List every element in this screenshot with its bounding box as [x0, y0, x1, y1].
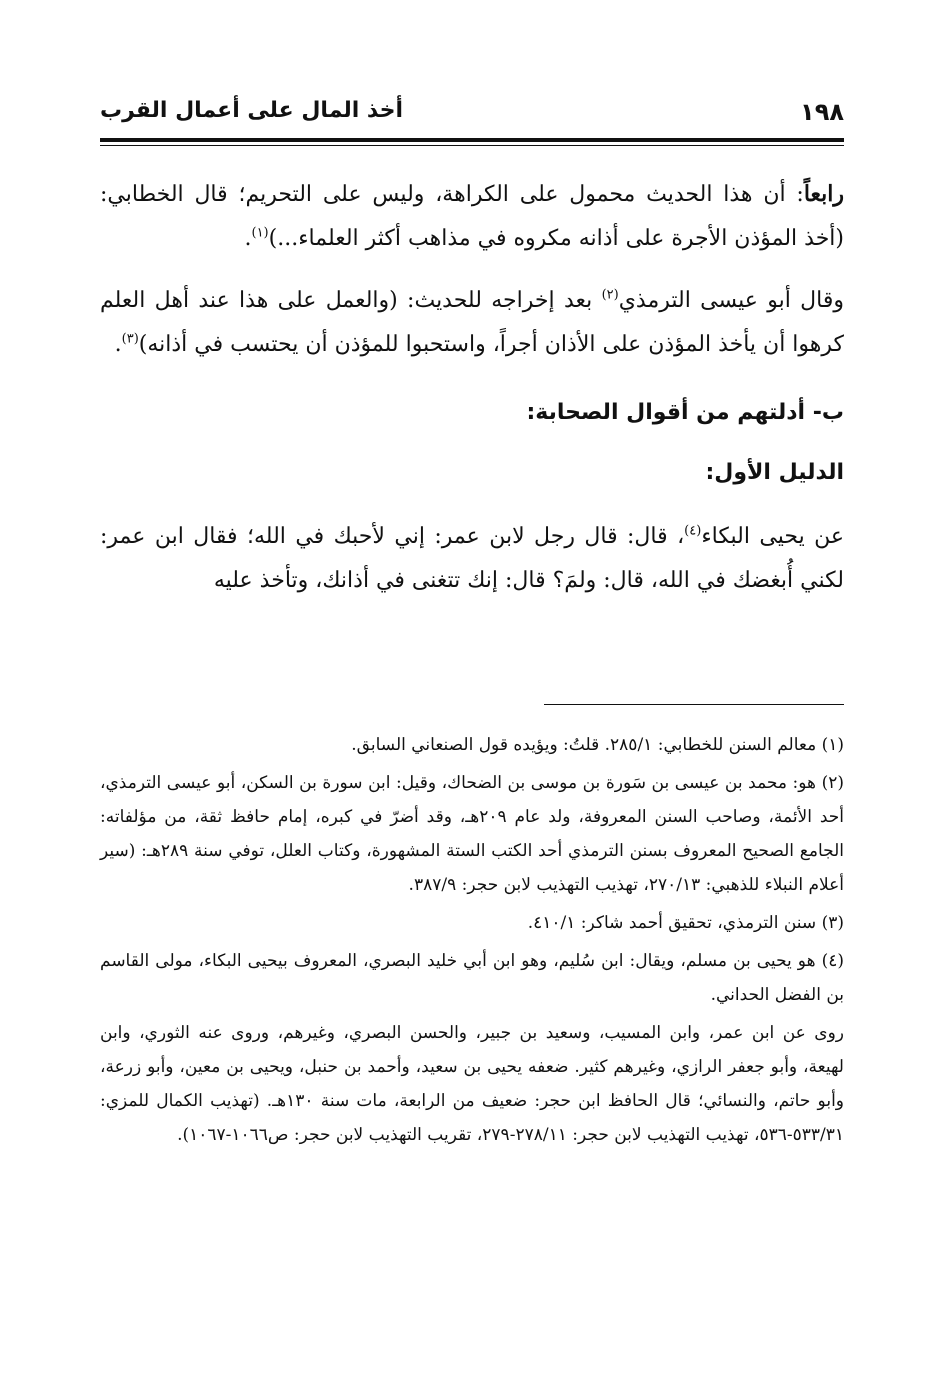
- page-header: [100, 96, 844, 132]
- paragraph-evidence: [100, 515, 844, 603]
- paragraph-end: .: [114, 332, 122, 357]
- page-number: ١٩٨: [800, 98, 844, 126]
- paragraph-text: : أن هذا الحديث محمول على الكراهة، وليس على التحريم؛ قال الخطابي: (أخذ المؤذن الأجرة على أذانه مكروه في مذاهب أكثر العلماء...): [100, 182, 844, 251]
- main-text: [100, 172, 844, 603]
- footnote-4: (٤) هو يحيى بن مسلم، ويقال: ابن سُليم، وهو ابن أبي خليد البصري، المعروف بيحيى البكاء، مولى القاسم بن الفضل الحداني.: [100, 951, 844, 1005]
- paragraph-text: بعد إخراجه للحديث: (والعمل على هذا عند أهل العلم كرهوا أن يأخذ المؤذن على الأذان أجراً، واستحبوا للمؤذن أن يحتسب في أذانه): [100, 288, 844, 357]
- section-heading: ب- أدلتهم من أقوال الصحابة:: [526, 400, 844, 425]
- paragraph-tirmidhi: [100, 279, 844, 367]
- paragraph-text: ، قال: قال رجل لابن عمر: إني لأحبك في الله؛ فقال ابن عمر: لكني أُبغضك في الله، قال: ولمَ؟ قال: إنك تتغنى في أذانك، وتأخذ عليه: [100, 524, 844, 593]
- paragraph-text: عن يحيى البكاء: [701, 524, 845, 549]
- footnote-ref-3[interactable]: (٣): [121, 331, 139, 347]
- paragraph-end: .: [244, 226, 252, 251]
- subsection-heading: الدليل الأول:: [705, 460, 844, 485]
- header-rule-thin: [100, 145, 844, 146]
- running-title: أخذ المال على أعمال القرب: [100, 98, 404, 123]
- footnote-ref-2[interactable]: (٢): [601, 287, 619, 303]
- footnote-ref-1[interactable]: (١): [251, 225, 269, 241]
- book-page: [100, 0, 844, 1376]
- paragraph-text: وقال أبو عيسى الترمذي: [618, 288, 844, 313]
- footnote-4-continued: روى عن ابن عمر، وابن المسيب، وسعيد بن جبير، والحسن البصري، وغيرهم، وروى عنه الثوري، وابن لهيعة، وأبو جعفر الرازي، وغيرهم كثير. ضعفه يحيى بن سعيد، وأحمد بن حنبل، ويحيى بن معين، وأبو زرعة، وأبو حاتم، والنسائي؛ قال الحافظ ابن حجر: ضعيف من الرابعة، مات سنة ١٣٠هـ. (تهذيب الكمال للمزي: ٥٣٣/٣١-٥٣٦، تهذيب التهذيب لابن حجر: ٢٧٨/١١-٢٧٩، تقريب التهذيب لابن حجر: ص١٠٦٦-١٠٦٧).: [100, 1023, 844, 1145]
- footnotes: [100, 728, 844, 1156]
- footnote-1: (١) معالم السنن للخطابي: ٢٨٥/١. قلتُ: ويؤيده قول الصنعاني السابق.: [351, 735, 844, 755]
- footnote-2: (٢) هو: محمد بن عيسى بن سَورة بن موسى بن الضحاك، وقيل: ابن سورة بن السكن، أبو عيسى الترمذي، أحد الأئمة، وصاحب السنن المعروفة، ولد عام ٢٠٩هـ، وقد أضرّ في كبره، إمام حافظ ثقة، من مؤلفاته: الجامع الصحيح المعروف بسنن الترمذي أحد الكتب الستة المشهورة، وكتاب العلل، توفي سنة ٢٨٩هـ: (سير أعلام النبلاء للذهبي: ٢٧٠/١٣، تهذيب التهذيب لابن حجر: ٣٨٧/٩.: [100, 773, 845, 895]
- header-rule-thick: [100, 138, 844, 142]
- paragraph-lead: رابعاً: [803, 181, 844, 207]
- footnote-ref-4[interactable]: (٤): [684, 523, 702, 539]
- paragraph-fourth-point: [100, 172, 844, 261]
- footnote-3: (٣) سنن الترمذي، تحقيق أحمد شاكر: ٤١٠/١.: [527, 913, 844, 933]
- footnote-separator: [544, 704, 844, 705]
